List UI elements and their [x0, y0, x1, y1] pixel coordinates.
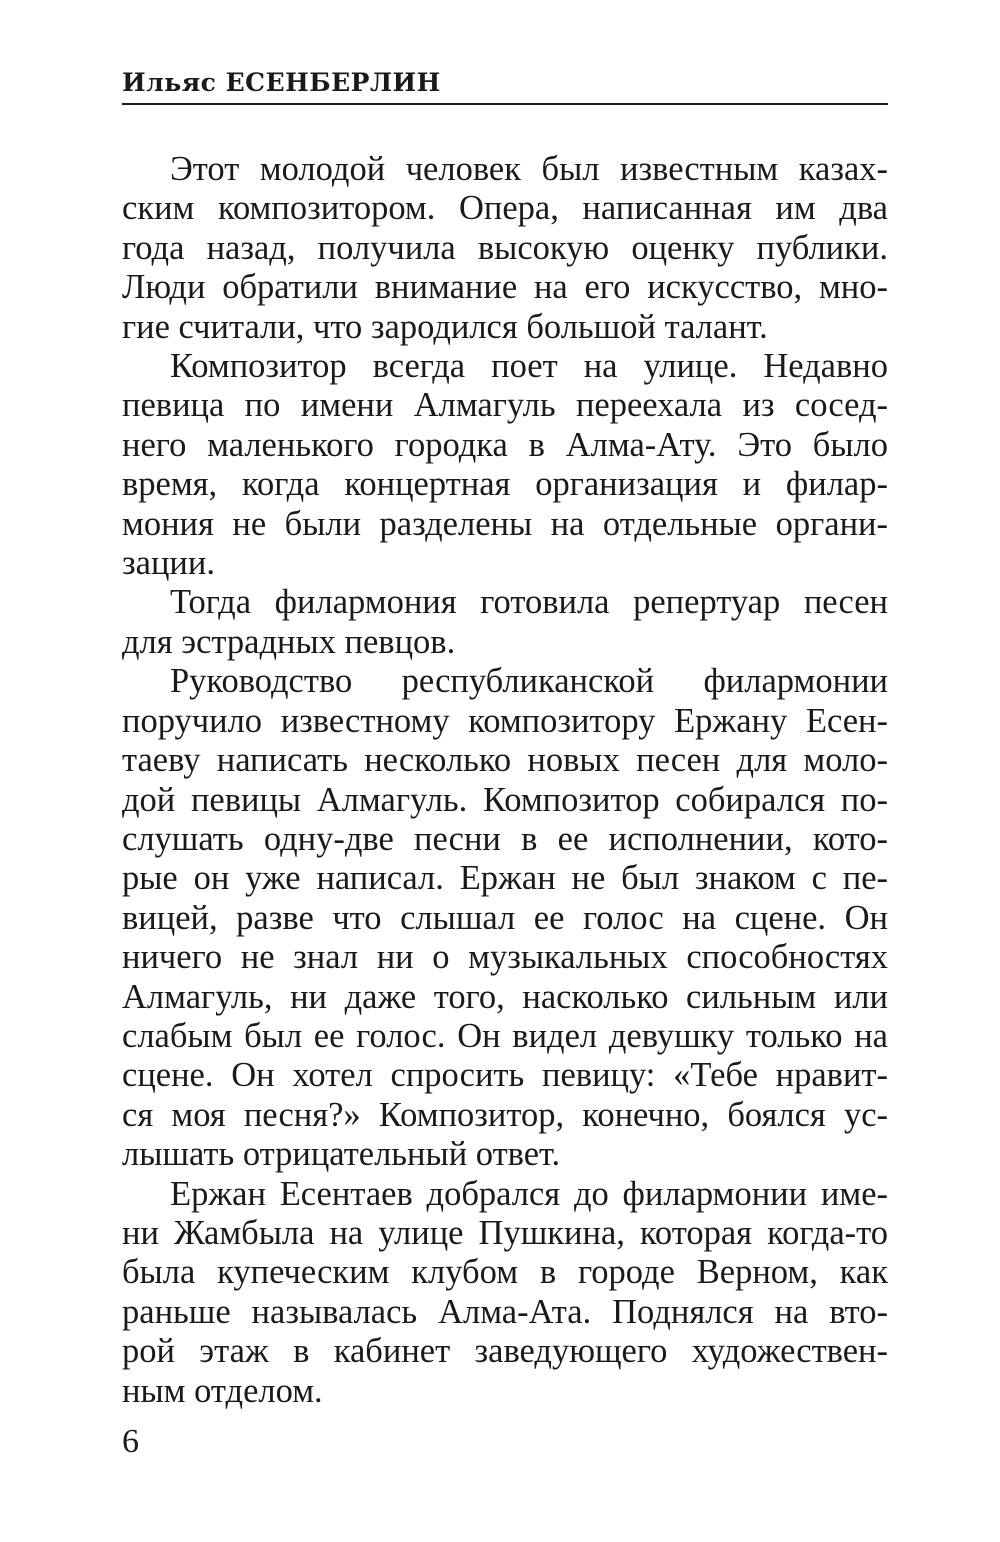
text-line: время, когда концертная организация и филар-: [122, 465, 888, 504]
text-line: Алмагуль, ни даже того, насколько сильным или: [122, 977, 888, 1016]
text-line: слушать одну-две песни в ее исполнении, кото-: [122, 819, 888, 858]
text-line: вицей, разве что слышал ее голос на сцене. Он: [122, 898, 888, 937]
paragraph: [122, 662, 888, 1174]
paragraph: [122, 1175, 888, 1411]
text-line: лышать отрицательный ответ.: [122, 1135, 561, 1174]
page-number: 6: [122, 1423, 139, 1460]
text-line: для эстрадных певцов.: [122, 622, 456, 661]
text-line: зации.: [122, 544, 215, 583]
running-head-author: Ильяс ЕСЕНБЕРЛИН: [122, 68, 441, 97]
text-line: Люди обратили внимание на его искусство, мно-: [122, 268, 888, 307]
text-line: таеву написать несколько новых песен для моло-: [122, 741, 888, 780]
text-line: была купеческим клубом в городе Верном, как: [122, 1253, 888, 1292]
text-line: Тогда филармония готовила репертуар песен: [170, 583, 888, 622]
text-line: ным отделом.: [122, 1371, 323, 1410]
paragraph: [122, 347, 888, 583]
text-line: рые он уже написал. Ержан не был знаком с пе-: [122, 859, 888, 898]
text-line: слабым был ее голос. Он видел девушку только на: [122, 1016, 888, 1055]
text-line: Ержан Есентаев добрался до филармонии име-: [170, 1174, 888, 1213]
text-line: рой этаж в кабинет заведующего художествен-: [122, 1332, 888, 1371]
header-rule: [122, 103, 888, 105]
text-line: ся моя песня?» Композитор, конечно, боялся ус-: [122, 1095, 888, 1134]
text-line: раньше называлась Алма-Ата. Поднялся на вто-: [122, 1292, 888, 1331]
paragraph: [122, 583, 888, 662]
text-line: года назад, получила высокую оценку публики.: [122, 228, 888, 267]
text-line: ни Жамбыла на улице Пушкина, которая когда-то: [122, 1213, 888, 1252]
text-line: ским композитором. Опера, написанная им два: [122, 189, 888, 228]
paragraph: [122, 150, 888, 347]
text-line: певица по имени Алмагуль переехала из сосед-: [122, 386, 888, 425]
body-text: [122, 150, 888, 1411]
text-line: Руководство республиканской филармонии: [170, 662, 888, 701]
text-line: него маленького городка в Алма-Ату. Это было: [122, 425, 888, 464]
text-line: Композитор всегда поет на улице. Недавно: [170, 347, 888, 386]
text-line: дой певицы Алмагуль. Композитор собирался по-: [122, 780, 888, 819]
text-line: гие считали, что зародился большой талант.: [122, 307, 768, 346]
text-line: сцене. Он хотел спросить певицу: «Тебе нравит-: [122, 1056, 888, 1095]
text-line: мония не были разделены на отдельные органи-: [122, 504, 888, 543]
text-line: поручило известному композитору Ержану Есен-: [122, 701, 888, 740]
text-line: Этот молодой человек был известным казах-: [170, 150, 888, 188]
text-line: ничего не знал ни о музыкальных способностях: [122, 938, 888, 977]
